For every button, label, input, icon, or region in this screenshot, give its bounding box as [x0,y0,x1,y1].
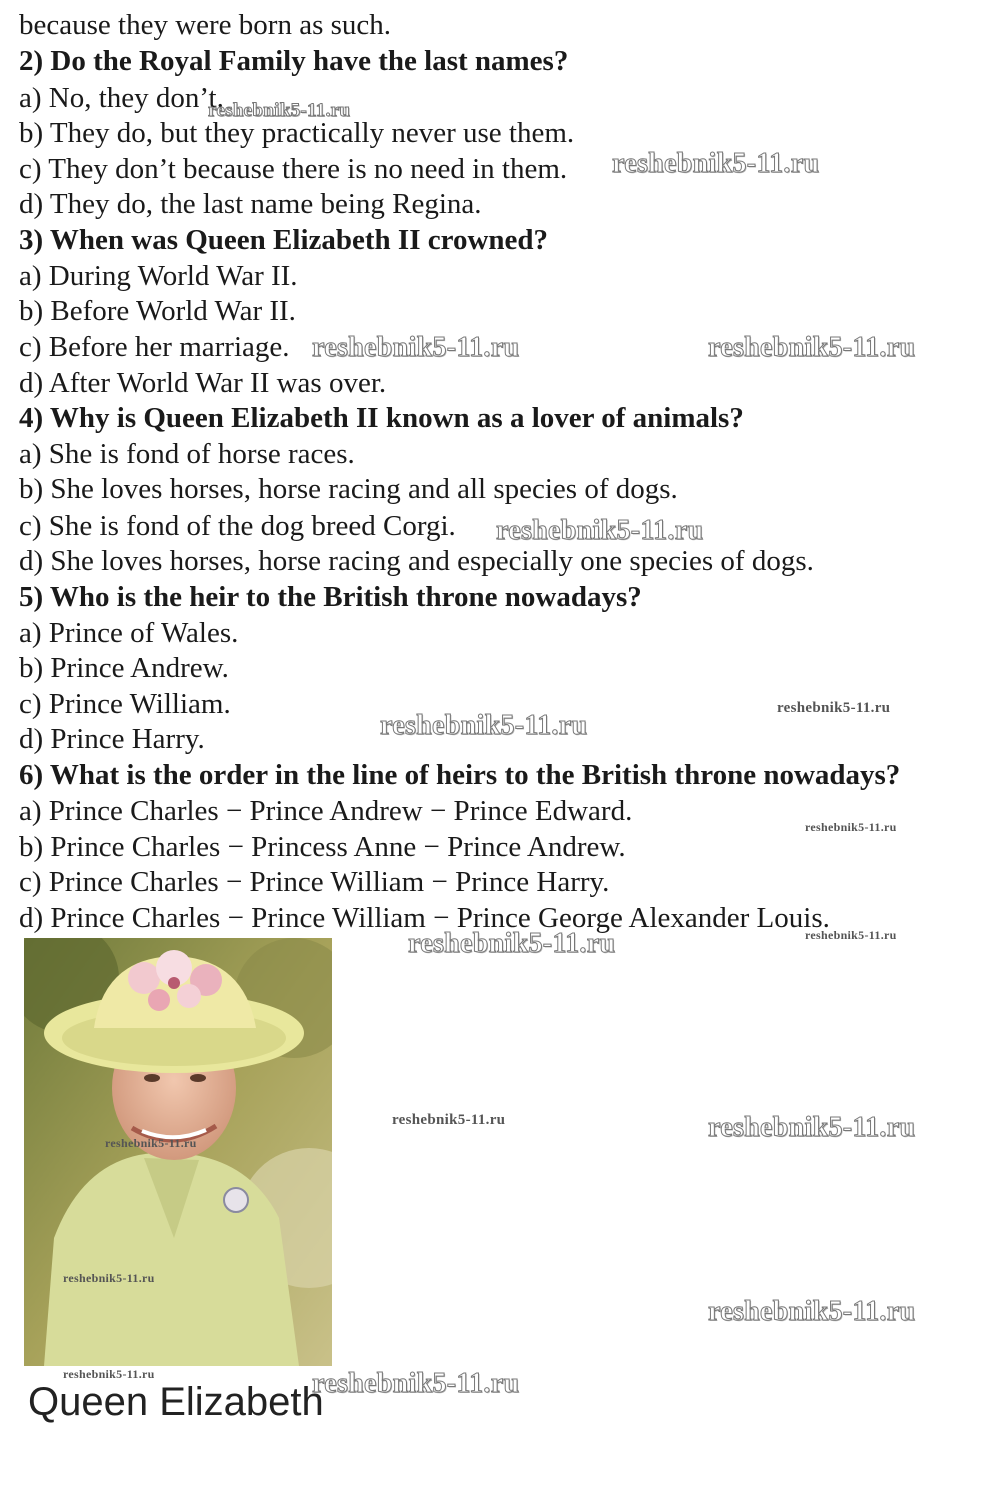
answer-option: a) During World War II. [19,260,298,292]
watermark: reshebnik5-11.ru [63,1367,155,1381]
watermark: reshebnik5-11.ru [708,332,916,363]
queen-photo [24,938,332,1366]
answer-option: c) Prince William. [19,688,231,720]
watermark: reshebnik5-11.ru [380,710,588,741]
answer-option: c) They don’t because there is no need in them. [19,153,568,185]
answer-option: b) Before World War II. [19,295,296,327]
watermark: reshebnik5-11.ru [312,332,520,363]
watermark: reshebnik5-11.ru [612,148,820,179]
answer-option: because they were born as such. [19,9,392,41]
question-heading: 3) When was Queen Elizabeth II crowned? [19,224,549,256]
question-heading: 5) Who is the heir to the British throne nowadays? [19,581,642,613]
watermark: reshebnik5-11.ru [208,100,351,121]
answer-option: b) Prince Charles − Princess Anne − Prince Andrew. [19,831,626,863]
question-heading: 6) What is the order in the line of heirs to the British throne nowadays? [19,759,901,791]
answer-option: c) She is fond of the dog breed Corgi. [19,510,456,542]
watermark: reshebnik5-11.ru [392,1112,506,1128]
watermark: reshebnik5-11.ru [805,820,897,834]
watermark: reshebnik5-11.ru [105,1136,197,1150]
question-heading: 4) Why is Queen Elizabeth II known as a lover of animals? [19,402,744,434]
watermark: reshebnik5-11.ru [63,1271,155,1285]
answer-option: d) They do, the last name being Regina. [19,188,482,220]
answer-option: d) She loves horses, horse racing and especially one species of dogs. [19,545,814,577]
answer-option: c) Prince Charles − Prince William − Prince Harry. [19,866,610,898]
answer-option: a) She is fond of horse races. [19,438,355,470]
answer-option: c) Before her marriage. [19,331,290,363]
answer-option: a) Prince of Wales. [19,617,239,649]
answer-option: b) She loves horses, horse racing and all species of dogs. [19,473,678,505]
answer-option: b) Prince Andrew. [19,652,229,684]
watermark: reshebnik5-11.ru [708,1112,916,1143]
watermark: reshebnik5-11.ru [708,1296,916,1327]
watermark: reshebnik5-11.ru [408,928,616,959]
answer-option: d) Prince Harry. [19,723,205,755]
watermark: reshebnik5-11.ru [777,700,891,716]
question-heading: 2) Do the Royal Family have the last names? [19,45,569,77]
photo-caption: Queen Elizabeth [28,1380,324,1424]
watermark: reshebnik5-11.ru [805,928,897,942]
watermark: reshebnik5-11.ru [312,1368,520,1399]
watermark: reshebnik5-11.ru [496,515,704,546]
answer-option: a) Prince Charles − Prince Andrew − Prince Edward. [19,795,633,827]
answer-option: a) No, they don’t. [19,82,224,114]
answer-option: b) They do, but they practically never use them. [19,117,575,149]
answer-option: d) Prince Charles − Prince William − Prince George Alexander Louis. [19,902,830,934]
answer-option: d) After World War II was over. [19,367,387,399]
